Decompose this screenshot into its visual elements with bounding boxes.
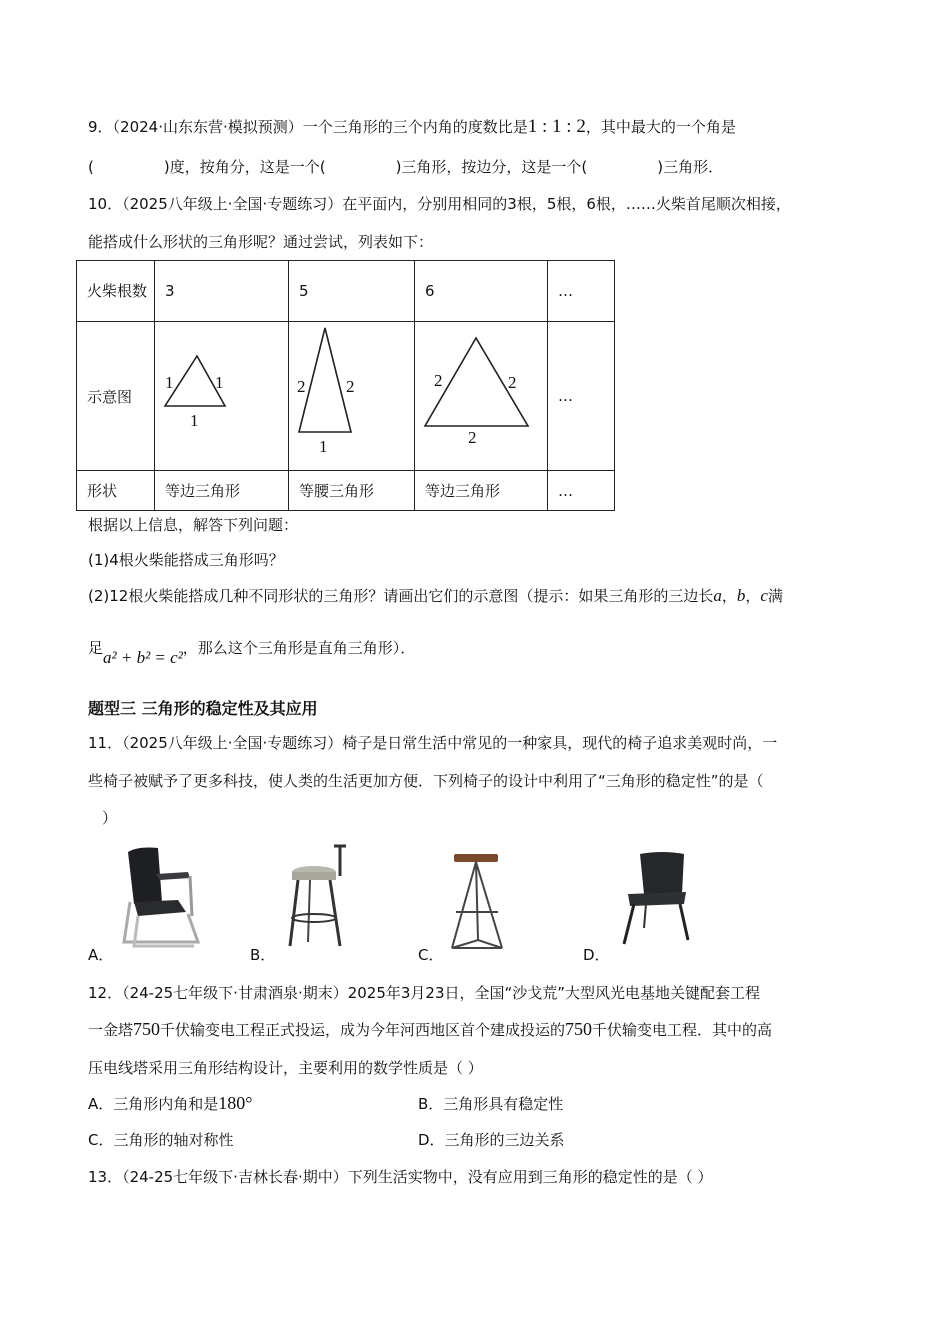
bar-stool-image[interactable]	[280, 842, 360, 952]
q10-part1: (1)4根火柴能搭成三角形吗？	[88, 551, 284, 569]
pythagorean-formula: a² + b² = c²	[103, 648, 183, 667]
diagram-cell	[415, 322, 548, 471]
table-row	[77, 322, 615, 471]
triangle-shape	[299, 328, 351, 432]
q11-line3: ）	[102, 809, 118, 827]
q11-line1: 11．（2025八年级上·全国·专题练习）椅子是日常生活中常见的一种家具，现代的椅子追求美观时尚，一	[88, 734, 778, 752]
side-label: 2	[468, 428, 477, 447]
q12-option-d[interactable]: D．三角形的三边关系	[418, 1131, 565, 1149]
side-label: 2	[297, 377, 306, 396]
dining-chair-image[interactable]	[616, 848, 696, 948]
side-label: 1	[215, 373, 224, 392]
side-label: 2	[434, 371, 443, 390]
side-label: 2	[508, 373, 517, 392]
office-chair-image[interactable]	[108, 842, 208, 952]
q12-option-a[interactable]: A．三角形内角和是180°	[88, 1093, 253, 1113]
diagram-cell	[155, 322, 289, 471]
row-header-count: 火柴根数	[77, 261, 155, 322]
option-d-label[interactable]: D．	[583, 946, 610, 964]
side-label: 1	[190, 411, 199, 430]
row-header-diagram: 示意图	[77, 322, 155, 471]
q10-part2-cont: 足a² + b² = c²，那么这个三角形是直角三角形）．	[88, 639, 416, 667]
count-cell: 3	[155, 261, 289, 322]
q10-part2: (2)12根火柴能搭成几种不同形状的三角形？请画出它们的示意图（提示：如果三角形的三边长a，b，c满	[88, 586, 783, 605]
shape-cell: 等边三角形	[155, 471, 289, 511]
triangle-stool-image[interactable]	[442, 852, 512, 952]
q10-line2: 能搭成什么形状的三角形呢？通过尝试，列表如下：	[88, 233, 434, 251]
section-title: 题型三 三角形的稳定性及其应用	[88, 699, 318, 718]
q12-line2: 一金塔750千伏输变电工程正式投运，成为今年河西地区首个建成投运的750千伏输变电工程．其中的高	[88, 1019, 773, 1039]
q12-line1: 12．（24-25七年级下·甘肃酒泉·期末）2025年3月23日，全国“沙戈荒”大型风光电基地关键配套工程	[88, 984, 761, 1002]
shape-cell: …	[548, 471, 615, 511]
q9-ratio: 1 : 1 : 2	[527, 116, 586, 137]
option-c-label[interactable]: C．	[418, 946, 444, 964]
diagram-cell	[289, 322, 415, 471]
shape-cell: 等腰三角形	[289, 471, 415, 511]
shape-cell: 等边三角形	[415, 471, 548, 511]
triangle-diagram-3	[155, 322, 288, 466]
q11-line2: 些椅子被赋予了更多科技，使人类的生活更加方便．下列椅子的设计中利用了“三角形的稳定性”的是（	[88, 772, 764, 790]
option-a-label[interactable]: A．	[88, 946, 114, 964]
side-label: 2	[346, 377, 355, 396]
table-row	[77, 261, 615, 322]
q9-line2: ( )度，按角分，这是一个( )三角形，按边分，这是一个( )三角形．	[88, 158, 724, 176]
diagram-ellipsis: …	[548, 322, 615, 471]
q12-option-c[interactable]: C．三角形的轴对称性	[88, 1131, 234, 1149]
side-label: 1	[165, 373, 174, 392]
q13-line1: 13．（24-25七年级下·吉林长春·期中）下列生活实物中，没有应用到三角形的稳定性的是（ ）	[88, 1168, 713, 1186]
matchstick-table	[76, 260, 615, 511]
count-cell: 6	[415, 261, 548, 322]
count-cell: …	[548, 261, 615, 322]
triangle-diagram-5	[289, 322, 414, 466]
q10-line1: 10．（2025八年级上·全国·专题练习）在平面内，分别用相同的3根，5根，6根，……火柴首尾顺次相接，	[88, 195, 791, 213]
triangle-diagram-6	[415, 322, 547, 466]
q12-option-b[interactable]: B．三角形具有稳定性	[418, 1095, 564, 1113]
q10-after: 根据以上信息，解答下列问题：	[88, 516, 299, 534]
table-row	[77, 471, 615, 511]
option-b-label[interactable]: B．	[250, 946, 276, 964]
side-label: 1	[319, 437, 328, 456]
row-header-shape: 形状	[77, 471, 155, 511]
q9-line1: 9．（2024·山东东营·模拟预测）一个三角形的三个内角的度数比是1 : 1 : 2，其中最大的一个角是	[88, 116, 736, 137]
q12-line3: 压电线塔采用三角形结构设计，主要利用的数学性质是（ ）	[88, 1059, 483, 1077]
count-cell: 5	[289, 261, 415, 322]
